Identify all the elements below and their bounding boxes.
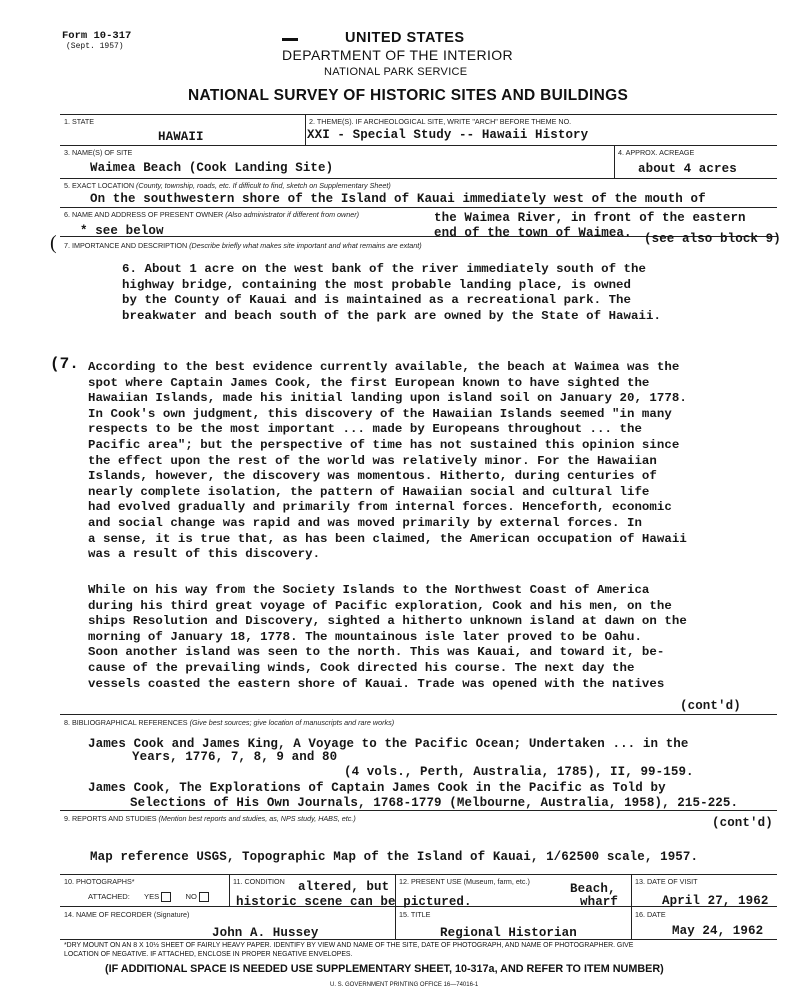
bib-label xyxy=(64,718,394,727)
theme-value: XXI - Special Study -- Hawaii History xyxy=(307,128,589,142)
location-line2: the Waimea River, in front of the eastern xyxy=(434,211,746,225)
reports-hint: (Mention best reports and studies, as, NPS study, HABS, etc.) xyxy=(158,814,356,823)
bib-label-text: 8. BIBLIOGRAPHICAL REFERENCES xyxy=(64,718,188,727)
owner-label-text: 6. NAME AND ADDRESS OF PRESENT OWNER xyxy=(64,210,224,219)
use-value-1: Beach, xyxy=(570,882,616,896)
text-line: the effect upon the rest of the world was relatively minor. For the Hawaiian xyxy=(88,453,657,468)
owner-hint: (Also administrator if different from owner) xyxy=(225,210,360,219)
title-label: 15. TITLE xyxy=(399,910,431,919)
site-label: 3. NAME(S) OF SITE xyxy=(64,148,133,157)
text-line: during his third great voyage of Pacific exploration, Cook and his men, on the xyxy=(88,598,672,613)
recorder-value: John A. Hussey xyxy=(212,926,319,940)
rule-site xyxy=(60,145,777,146)
state-label: 1. STATE xyxy=(64,117,95,126)
text-line: cause of the prevailing winds, Cook directed his course. The next day the xyxy=(88,660,635,675)
rule-location xyxy=(60,178,777,179)
text-line: and social change was rapid and was moved primarily by external forces. In xyxy=(88,515,642,530)
header-department: DEPARTMENT OF THE INTERIOR xyxy=(282,47,514,63)
use-label: 12. PRESENT USE (Museum, farm, etc.) xyxy=(399,877,530,886)
rule-reports xyxy=(60,810,777,811)
location-note: (see also block 9) xyxy=(644,232,781,246)
text-line: vessels coasted the eastern shore of Kauai. Trade was opened with the natives xyxy=(88,676,665,691)
visit-value: April 27, 1962 xyxy=(662,894,769,908)
block7-paragraph-1 xyxy=(88,360,728,563)
state-value: HAWAII xyxy=(158,130,204,144)
divider-theme xyxy=(305,114,306,145)
reports-label-text: 9. REPORTS AND STUDIES xyxy=(64,814,157,823)
cont-marker-2: (cont'd) xyxy=(712,816,773,830)
block7-paragraph-2 xyxy=(88,583,728,692)
no-label: NO xyxy=(185,892,197,901)
location-line1: On the southwestern shore of the Island of Kauai immediately west of the mouth of xyxy=(90,192,706,206)
header-agency: NATIONAL PARK SERVICE xyxy=(324,66,468,78)
title-value: Regional Historian xyxy=(440,926,577,940)
bib-ref1-b: Years, 1776, 7, 8, 9 and 80 xyxy=(132,750,338,764)
date-label: 16. DATE xyxy=(635,910,666,919)
photos-label: 10. PHOTOGRAPHS* xyxy=(64,877,135,886)
rule-footer xyxy=(60,939,777,940)
reports-label xyxy=(64,814,356,823)
attached-label: ATTACHED: xyxy=(88,892,130,901)
condition-label: 11. CONDITION xyxy=(233,877,285,886)
form-date: (Sept. 1957) xyxy=(66,42,124,51)
footnote-1: *DRY MOUNT ON AN 8 X 10½ SHEET OF FAIRLY HEAVY PAPER. IDENTIFY BY VIEW AND NAME OF THE SITE, DATE OF PHOTOGRAPH, AND NAME OF PHOTOGRAPHER. GIVE xyxy=(64,942,634,949)
attached-row xyxy=(88,892,209,902)
text-line: by the County of Kauai and is maintained as a recreational park. The xyxy=(122,293,632,308)
bib-ref1-a: James Cook and James King, A Voyage to the Pacific Ocean; Undertaken ... in the xyxy=(88,737,689,751)
text-line: breakwater and beach south of the park are owned by the State of Hawaii. xyxy=(122,308,661,323)
rule-top xyxy=(60,114,777,115)
printing-office: U. S. GOVERNMENT PRINTING OFFICE 16—74016-1 xyxy=(330,982,479,988)
location-label-text: 5. EXACT LOCATION xyxy=(64,181,135,190)
text-line: morning of January 18, 1778. The mountainous isle later proved to be Oahu. xyxy=(88,629,642,644)
text-line: Pacific area"; but the perspective of time has not sustained this opinion since xyxy=(88,437,680,452)
rule-photos xyxy=(60,874,777,875)
block6-text xyxy=(122,262,732,324)
owner-value: * see below xyxy=(80,224,164,238)
bib-ref2-a: James Cook, The Explorations of Captain James Cook in the Pacific as Told by xyxy=(88,781,666,795)
block7-marker: (7. xyxy=(50,355,79,373)
text-line: spot where Captain James Cook, the first European known to have sighted the xyxy=(88,375,650,390)
text-line: Soon another island was seen to the north. This was Kauai, and toward it, be- xyxy=(88,645,665,660)
bib-hint: (Give best sources; give location of manuscripts and rare works) xyxy=(189,718,395,727)
map-reference: Map reference USGS, Topographic Map of the Island of Kauai, 1/62500 scale, 1957. xyxy=(90,850,699,864)
divider-visit xyxy=(631,874,632,939)
visit-label: 13. DATE OF VISIT xyxy=(635,877,698,886)
text-line: While on his way from the Society Islands to the Northwest Coast of America xyxy=(88,583,650,597)
supplementary-note: (IF ADDITIONAL SPACE IS NEEDED USE SUPPLEMENTARY SHEET, 10-317a, AND REFER TO ITEM NUMBER) xyxy=(105,963,664,975)
text-line: Islands, however, the discovery was momentous. Hitherto, during centuries of xyxy=(88,469,657,484)
rule-bibliography xyxy=(60,714,777,715)
importance-label-text: 7. IMPORTANCE AND DESCRIPTION xyxy=(64,241,188,250)
date-value: May 24, 1962 xyxy=(672,924,764,938)
bib-ref2-b: Selections of His Own Journals, 1768-1779 (Melbourne, Australia, 1958), 215-225. xyxy=(130,796,739,810)
text-line: nearly complete isolation, the pattern of Hawaiian social and cultural life xyxy=(88,484,650,499)
owner-label xyxy=(64,210,359,219)
header-united-states: UNITED STATES xyxy=(345,30,465,46)
page-title: NATIONAL SURVEY OF HISTORIC SITES AND BUILDINGS xyxy=(188,87,629,104)
text-line: Hawaiian Islands, made his initial landing upon island soil on January 20, 1778. xyxy=(88,391,687,406)
text-line: highway bridge, containing the most probable landing place, is owned xyxy=(122,277,632,292)
importance-hint: (Describe briefly what makes site important and what remains are extant) xyxy=(189,241,422,250)
text-line: 6. About 1 acre on the west bank of the river immediately south of the xyxy=(122,262,646,276)
use-value-2: wharf xyxy=(580,895,619,909)
condition-value-2: historic scene can be pictured. xyxy=(236,895,472,909)
importance-label xyxy=(64,241,422,250)
footnote-2: LOCATION OF NEGATIVE. IF ATTACHED, ENCLOSE IN PROPER NEGATIVE ENVELOPES. xyxy=(64,951,353,958)
yes-label: YES xyxy=(144,892,160,901)
cont-marker-1: (cont'd) xyxy=(680,699,741,713)
text-line: respects to be the most important ... made by Europeans throughout ... the xyxy=(88,422,642,437)
divider-acreage xyxy=(614,145,615,178)
text-line: In Cook's own judgment, this discovery of the Hawaiian Islands seemed "in many xyxy=(88,406,672,421)
location-label xyxy=(64,181,391,190)
site-value: Waimea Beach (Cook Landing Site) xyxy=(90,161,334,175)
text-line: According to the best evidence currently available, the beach at Waimea was the xyxy=(88,360,680,374)
theme-label: 2. THEME(S). IF ARCHEOLOGICAL SITE, WRITE "ARCH" BEFORE THEME NO. xyxy=(309,117,572,126)
yes-checkbox[interactable] xyxy=(161,892,171,902)
acreage-label: 4. APPROX. ACREAGE xyxy=(618,148,695,157)
text-line: was a result of this discovery. xyxy=(88,547,321,562)
text-line: had evolved gradually and primarily from internal forces. Henceforth, economic xyxy=(88,500,672,515)
recorder-label: 14. NAME OF RECORDER (Signature) xyxy=(64,910,190,919)
left-paren: ( xyxy=(50,232,57,254)
acreage-value: about 4 acres xyxy=(638,162,737,176)
rule-owner xyxy=(60,207,777,208)
bib-ref1-c: (4 vols., Perth, Australia, 1785), II, 99-159. xyxy=(344,765,694,779)
condition-value-1: altered, but xyxy=(298,880,390,894)
no-checkbox[interactable] xyxy=(199,892,209,902)
location-line3: end of the town of Waimea. xyxy=(434,226,632,240)
text-line: a sense, it is true that, as has been claimed, the American occupation of Hawaii xyxy=(88,531,687,546)
text-line: ships Resolution and Discovery, sighted a hitherto unknown island at dawn on the xyxy=(88,614,687,629)
location-hint: (County, township, roads, etc. If difficult to find, sketch on Supplementary Sheet) xyxy=(136,181,391,190)
form-number: Form 10-317 xyxy=(62,30,132,42)
divider-condition xyxy=(229,874,230,906)
header-dash xyxy=(282,38,298,41)
